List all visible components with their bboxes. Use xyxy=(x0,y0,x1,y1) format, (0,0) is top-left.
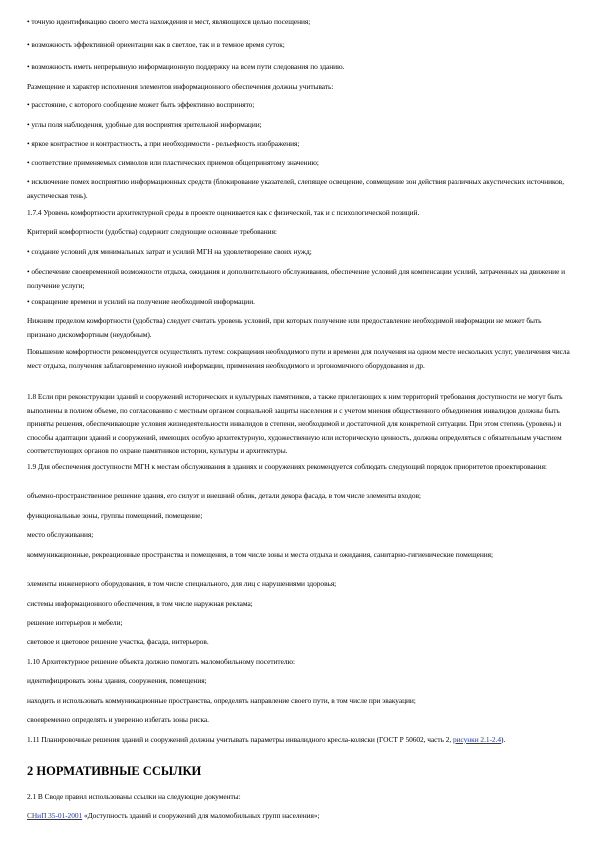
section-heading: 2 НОРМАТИВНЫЕ ССЫЛКИ xyxy=(27,764,202,778)
paragraph-text: 1.11 Планировочные решения зданий и сооружений должны учитывать параметры инвалидного кресла-коляски (ГОСТ Р 50602, часть 2, xyxy=(27,735,453,744)
paragraph: 1.7.4 Уровень комфортности архитектурной среды в проекте оценивается как с физической, так и с психологической позиций. xyxy=(27,208,420,217)
bullet-paragraph: • обеспечение своевременной возможности отдыха, ожидания и дополнительного обслуживания, обеспечение условий для компенсации усилий, затраченных на движение и получение услуги; xyxy=(27,267,566,290)
paragraph: коммуникационные, рекреационные пространства и помещения, в том числе зоны и места отдыха и ожидания, санитарно-гигиенические помещения; xyxy=(27,550,494,559)
paragraph: системы информационного обеспечения, в том числе наружная реклама; xyxy=(27,599,253,608)
paragraph: Критерий комфортности (удобства) содержит следующие основные требования: xyxy=(27,227,277,236)
paragraph: световое и цветовое решение участка, фасада, интерьеров. xyxy=(27,637,209,646)
bullet-paragraph: • точную идентификацию своего места нахождения и мест, являющихся целью посещения; xyxy=(27,17,311,26)
paragraph: идентифицировать зоны здания, сооружения, помещения; xyxy=(27,676,207,685)
paragraph-1-11 xyxy=(27,733,572,747)
paragraph: Размещение и характер исполнения элементов информационного обеспечения должны учитывать: xyxy=(27,82,334,91)
paragraph: находить и использовать коммуникационные пространства, определять направление своего пути, в том числе при эвакуации; xyxy=(27,696,416,705)
paragraph: 1.9 Для обеспечения доступности МГН к местам обслуживания в зданиях и сооружениях рекомендуется соблюдать следующий порядок приоритетов проектирования: xyxy=(27,462,547,471)
bullet-paragraph: • исключение помех восприятию информационных средств (блокирование указателей, слепящее освещение, совмещение зон действия различных акустических источников, акустическая тень). xyxy=(27,177,565,200)
reference-text: «Доступность зданий и сооружений для маломобильных групп населения»; xyxy=(82,811,320,820)
snip-link[interactable]: СНиП 35-01-2001 xyxy=(27,811,83,820)
paragraph: 1.8 Если при реконструкции зданий и сооружений исторических и культурных памятников, а также прилегающих к ним территорий требования доступности не могут быть выполнены в полном объеме, по согласованию с местным органом социальной защиты населения и с учетом мнения общественного объединения инвалидов должны быть приняты решения, обеспечивающие условия жизнедеятельности инвалидов в степени, необходимой и достаточной для конкретной ситуации. При этом степень (уровень) и способы адаптации зданий и сооружений, имеющих особую архитектурную, художественную или историческую ценность, должны определяться с обязательным участием соответствующих органов по охране памятников истории, культуры и архитектуры. xyxy=(27,392,563,455)
paragraph: Нижним пределом комфортности (удобства) следует считать уровень условий, при которых получение или предоставление необходимой информации не может быть признано дискомфортным (неудобным). xyxy=(27,316,542,339)
bullet-paragraph: • создание условий для минимальных затрат и усилий МГН на удовлетворение своих нужд; xyxy=(27,247,312,256)
paragraph-text: ). xyxy=(501,735,506,744)
bullet-paragraph: • расстояние, с которого сообщение может быть эффективно воспринято; xyxy=(27,100,255,109)
paragraph: решение интерьеров и мебели; xyxy=(27,618,123,627)
paragraph: Повышение комфортности рекомендуется осуществлять путем: сокращения необходимого пути и времени для получения на одном месте нескольких услуг, увеличения числа мест отдыха, получения заблаговременно нужной информации, применения необходимого и эргономичного оборудования и др. xyxy=(27,347,570,370)
bullet-paragraph: • соответствие применяемых символов или пластических приемов общепринятому значению; xyxy=(27,158,319,167)
paragraph: 2.1 В Своде правил использованы ссылки на следующие документы: xyxy=(27,792,241,801)
bullet-paragraph: • сокращение времени и усилий на получение необходимой информации. xyxy=(27,297,255,306)
reference-item xyxy=(27,809,572,823)
bullet-paragraph: • яркое контрастное и контрастность, а при необходимости - рельефность изображения; xyxy=(27,139,300,148)
bullet-paragraph: • углы поля наблюдения, удобные для восприятия зрительной информации; xyxy=(27,120,262,129)
bullet-paragraph: • возможность иметь непрерывную информационную поддержку на всем пути следования по зданию. xyxy=(27,62,345,71)
figures-link[interactable]: рисунки 2.1-2.4 xyxy=(452,735,502,744)
paragraph: функциональные зоны, группы помещений, помещение; xyxy=(27,511,203,520)
paragraph: 1.10 Архитектурное решение объекта должно помогать маломобильному посетителю: xyxy=(27,657,295,666)
paragraph: своевременно определять и уверенно избегать зоны риска. xyxy=(27,715,209,724)
bullet-paragraph: • возможность эффективной ориентации как в светлое, так и в темное время суток; xyxy=(27,40,285,49)
paragraph: объемно-пространственное решение здания, его силуэт и внешний облик, детали декора фасада, в том числе элементы входов; xyxy=(27,491,421,500)
paragraph: место обслуживания; xyxy=(27,530,94,539)
paragraph: элементы инженерного оборудования, в том числе специального, для лиц с нарушениями здоровья; xyxy=(27,579,337,588)
